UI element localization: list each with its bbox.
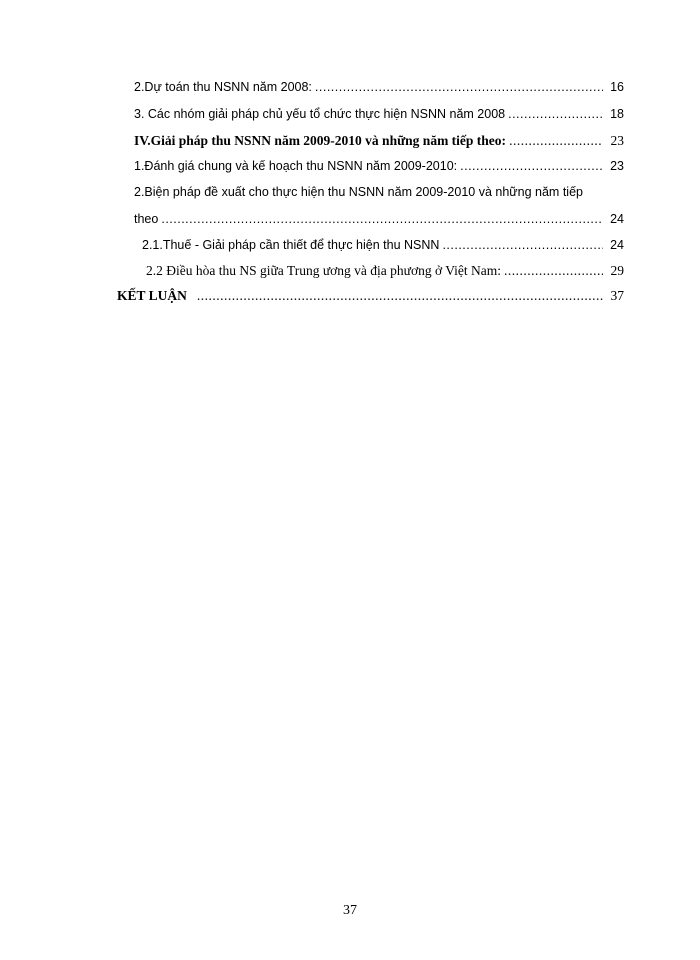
toc-leader-dots: [315, 80, 603, 94]
toc-leader-dots: [197, 288, 603, 304]
toc-entry-page: 23: [610, 159, 624, 173]
toc-leader-dots: [508, 107, 603, 121]
toc-entry-page: 24: [610, 212, 624, 226]
toc-leader-dots: [161, 212, 603, 226]
toc-leader-dots: [460, 159, 603, 173]
toc-entry-page: 37: [610, 288, 624, 303]
toc-entry-text: KẾT LUẬN: [117, 288, 187, 303]
toc-entry-page: 24: [610, 238, 624, 252]
toc-entry-giải-pháp-2008[interactable]: [134, 107, 624, 121]
toc-entry-điều-hòa[interactable]: [146, 263, 624, 279]
toc-entry-biện-pháp-line2[interactable]: [134, 212, 624, 226]
toc-entry-kết-luận[interactable]: [117, 288, 624, 304]
toc-entry-text: 2.1.Thuế - Giải pháp cần thiết để thực hiện thu NSNN: [142, 238, 440, 252]
toc-entry-text: 1.Đánh giá chung và kế hoạch thu NSNN năm 2009-2010:: [134, 159, 458, 173]
toc-leader-dots: [504, 263, 603, 279]
toc-entry-page: 23: [610, 133, 624, 148]
toc-entry-text: 2.2 Điều hòa thu NS giữa Trung ương và địa phương ở Việt Nam:: [146, 263, 502, 278]
toc-entry-section-iv[interactable]: [134, 133, 624, 149]
toc-entry-page: 16: [610, 80, 624, 94]
toc-leader-dots: [442, 238, 603, 252]
toc-entry-thuế[interactable]: [142, 238, 624, 252]
toc-entry-dự-toán-2008[interactable]: [134, 80, 624, 94]
toc-entry-text: 2.Biện pháp đề xuất cho thực hiện thu NSNN năm 2009-2010 và những năm tiếp: [134, 185, 583, 199]
toc-entry-đánh-giá-chung[interactable]: [134, 159, 624, 173]
toc-leader-dots: [509, 133, 603, 149]
page-number: 37: [343, 903, 357, 918]
toc-entry-page: 18: [610, 107, 624, 121]
toc-entry-text: IV.Giải pháp thu NSNN năm 2009-2010 và những năm tiếp theo:: [134, 133, 507, 148]
toc-entry-text: 2.Dự toán thu NSNN năm 2008:: [134, 80, 312, 94]
toc-entry-biện-pháp-line1[interactable]: [134, 185, 624, 199]
toc-entry-text: 3. Các nhóm giải pháp chủ yếu tổ chức thực hiện NSNN năm 2008: [134, 107, 506, 121]
toc-entry-text: theo: [134, 212, 159, 226]
toc-entry-page: 29: [610, 263, 624, 278]
